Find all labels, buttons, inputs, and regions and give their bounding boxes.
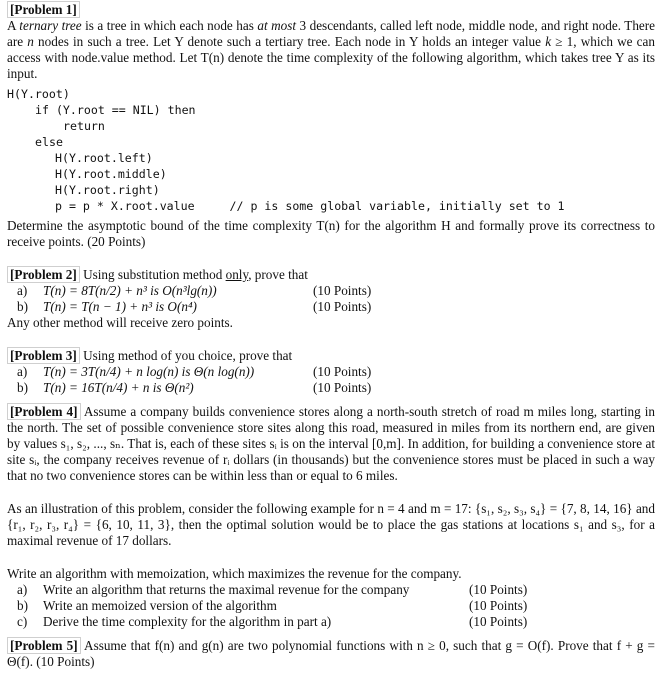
item-label: c) [17,614,28,629]
problem-5 [7,638,655,670]
item-points: (10 Points) [469,582,528,597]
code-line: H(Y.root) [7,87,70,101]
code-line: if (Y.root == NIL) then [35,103,196,117]
p5-text: Assume that f(n) and g(n) are two polynomial functions with n ≥ 0, such that g = O(f). Prove that f + g = Θ(f). (10 Points) [7,638,655,669]
problem-3-intro [7,348,655,364]
p1-ternary-term: ternary tree [19,18,82,33]
code-line: p = p * X.root.value // p is some global variable, initially set to 1 [55,199,565,213]
item-points: (10 Points) [313,299,372,314]
code-line: return [63,119,105,133]
problem-2 [7,267,655,331]
p2-intro-a: Using substitution method [79,267,226,282]
p1-text-c: 3 descendants, called left node, middle node, and right node. There are [7,18,656,49]
problem-2-heading: [Problem 2] [7,266,80,283]
item-text: Write an memoized version of the algorithm [43,598,277,613]
problem-3-heading: [Problem 3] [7,347,80,364]
p1-text-b: is a tree in which each node has [81,18,258,33]
item-text: Write an algorithm that returns the maximal revenue for the company [43,582,410,597]
algorithm-code [7,86,655,214]
problem-4-statement [7,404,655,484]
item-text: Derive the time complexity for the algorithm in part a) [43,614,332,629]
code-line: H(Y.root.middle) [55,167,167,181]
code-line: else [35,135,63,149]
problem-4-item-c [7,614,655,630]
p4-para1: Assume a company builds convenience stores along a north-south stretch of road m miles long, starting in the north. The set of possible convenience store sites along this road, measured in miles from its northern end, are given by values s₁, s₂, ..., sₙ. That is, each of these sites sᵢ is on the interval [0,m]. In addition, for building a convenience store at site sᵢ, the company receives revenue of rᵢ dollars (in thousands) but the convenience stores must be placed in such a way that no two convenience stores can be within less than or equal to 6 miles. [7,404,655,483]
item-expression: T(n) = 8T(n/2) + n³ is O(n³lg(n)) [43,283,217,298]
code-line: H(Y.root.right) [55,183,160,197]
item-label: a) [17,364,28,379]
code-line: H(Y.root.left) [55,151,153,165]
problem-5-heading: [Problem 5] [7,637,81,654]
problem-3-item-b [7,380,655,396]
problem-1-statement [7,2,655,82]
item-label: b) [17,380,28,395]
problem-1-heading: [Problem 1] [7,1,80,18]
problem-4-heading: [Problem 4] [7,403,81,420]
item-label: b) [17,598,28,613]
item-expression: T(n) = T(n − 1) + n³ is O(n⁴) [43,299,197,314]
problem-3 [7,348,655,396]
item-points: (10 Points) [469,614,528,629]
item-points: (10 Points) [313,364,372,379]
problem-4-task: Write an algorithm with memoization, which maximizes the revenue for the company. [7,566,462,581]
problem-1-task: Determine the asymptotic bound of the time complexity T(n) for the algorithm H and formally prove its correctness to receive points. (20 Points) [7,218,655,249]
item-label: a) [17,283,28,298]
problem-4-item-b [7,598,655,614]
item-points: (10 Points) [313,380,372,395]
item-points: (10 Points) [469,598,528,613]
item-points: (10 Points) [313,283,372,298]
p1-at-most: at most [257,18,297,33]
item-label: b) [17,299,28,314]
p2-intro-b: , prove that [248,267,308,282]
problem-2-intro [7,267,655,283]
problem-5-statement [7,638,655,670]
problem-2-item-a [7,283,655,299]
problem-2-note: Any other method will receive zero points. [7,315,233,330]
p3-intro: Using method of you choice, prove that [79,348,293,363]
p1-text-d: nodes in such a tree. Let Y denote such a tertiary tree. Each node in Y holds an integer value [33,34,546,49]
p1-var-k: k [545,34,552,49]
problem-4-item-a [7,582,655,598]
problem-2-item-b [7,299,655,315]
assignment-page [7,2,655,670]
p1-var-n: n [27,34,34,49]
p1-text-e: ≥ 1, which we can access with node.value method. Let T(n) denote the time complexity of the following algorithm, which takes tree Y as its input. [7,34,655,81]
item-expression: T(n) = 16T(n/4) + n is Θ(n²) [43,380,194,395]
problem-4-example: As an illustration of this problem, consider the following example for n = 4 and m = 17: {s₁, s₂, s₃, s₄} = {7, 8, 14, 16} and {r₁, r₂, r₃, r₄} = {6, 10, 11, 3}, then the optimal solution would be to place the gas stations at locations s₁ and s₃, for a maximal revenue of 17 dollars. [7,501,655,548]
item-expression: T(n) = 3T(n/4) + n log(n) is Θ(n log(n)) [43,364,255,379]
problem-4 [7,404,655,582]
problem-1 [7,2,655,82]
p1-text-a: A [7,18,16,33]
problem-3-item-a [7,364,655,380]
item-label: a) [17,582,28,597]
p2-only-underlined: only [225,267,249,282]
